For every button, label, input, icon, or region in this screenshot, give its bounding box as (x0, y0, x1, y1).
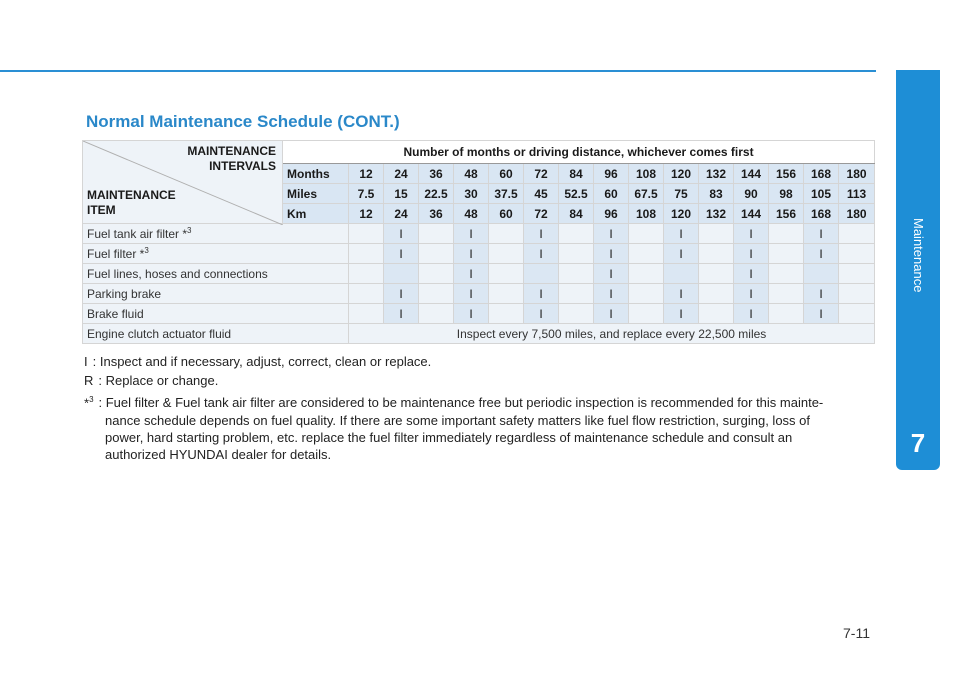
interval-value: 67.5 (629, 184, 664, 204)
item-name (83, 304, 349, 324)
schedule-cell (349, 244, 384, 264)
schedule-cell (664, 264, 699, 284)
schedule-cell (629, 264, 664, 284)
schedule-cell: I (524, 284, 559, 304)
interval-value: 15 (384, 184, 419, 204)
legend-note (84, 352, 884, 371)
interval-value: 7.5 (349, 184, 384, 204)
chapter-number: 7 (910, 428, 926, 458)
schedule-cell: I (664, 304, 699, 324)
schedule-cell (559, 244, 594, 264)
legend-text: : Inspect and if necessary, adjust, correct, clean or replace. (92, 354, 432, 369)
legend-text-continuation: nance schedule depends on fuel quality. If there are some important safety matters like fuel flow restriction, surging, loss of (105, 413, 811, 429)
interval-value: 83 (699, 184, 734, 204)
schedule-cell (559, 304, 594, 324)
table-row (83, 244, 875, 264)
interval-value: 168 (804, 164, 839, 184)
item-name-text: Fuel lines, hoses and connections (87, 266, 268, 281)
footnote-marker: 3 (144, 246, 149, 255)
interval-value: 84 (559, 204, 594, 224)
item-name-text: Parking brake (87, 286, 162, 301)
schedule-cell (489, 244, 524, 264)
schedule-cell: I (594, 304, 629, 324)
interval-value: 45 (524, 184, 559, 204)
inspection-note: Inspect every 7,500 miles, and replace every 22,500 miles (349, 324, 875, 344)
legend-note (84, 371, 884, 390)
legend-key: R (84, 373, 94, 388)
item-name-text: Fuel tank air filter * (87, 227, 188, 241)
legend-notes (84, 352, 884, 463)
interval-value: 24 (384, 164, 419, 184)
page-number: 7-11 (843, 625, 870, 641)
schedule-cell (419, 284, 454, 304)
schedule-cell: I (454, 224, 489, 244)
interval-value: 113 (839, 184, 875, 204)
interval-value: 12 (349, 164, 384, 184)
schedule-cell (629, 304, 664, 324)
interval-value: 132 (699, 204, 734, 224)
schedule-cell: I (454, 304, 489, 324)
legend-text-continuation: authorized HYUNDAI dealer for details. (105, 447, 332, 463)
table-row (83, 324, 875, 344)
schedule-cell (419, 304, 454, 324)
schedule-cell: I (734, 244, 769, 264)
schedule-cell: I (594, 224, 629, 244)
corner-item-label (87, 188, 176, 218)
interval-value: 96 (594, 164, 629, 184)
interval-value: 60 (489, 204, 524, 224)
schedule-cell (419, 224, 454, 244)
schedule-cell (349, 284, 384, 304)
item-name-text: Fuel filter * (87, 247, 145, 261)
chapter-side-tab (896, 70, 940, 470)
interval-value: 52.5 (559, 184, 594, 204)
interval-value: 132 (699, 164, 734, 184)
schedule-cell: I (454, 264, 489, 284)
corner-intervals-label (187, 144, 276, 174)
schedule-cell (489, 224, 524, 244)
interval-value: 30 (454, 184, 489, 204)
interval-value: 48 (454, 164, 489, 184)
schedule-cell (839, 264, 875, 284)
schedule-cell: I (524, 304, 559, 324)
side-tab-label: Maintenance (911, 217, 926, 293)
schedule-cell (349, 224, 384, 244)
schedule-cell: I (734, 264, 769, 284)
table-corner-header (83, 141, 283, 224)
schedule-cell (699, 264, 734, 284)
schedule-cell (769, 284, 804, 304)
interval-value: 75 (664, 184, 699, 204)
schedule-cell: I (454, 244, 489, 264)
schedule-cell: I (594, 284, 629, 304)
schedule-cell (629, 244, 664, 264)
interval-value: 36 (419, 204, 454, 224)
legend-key: I (84, 354, 88, 369)
top-rule (0, 70, 876, 72)
item-name (83, 224, 349, 244)
table-header-title: Number of months or driving distance, whichever comes first (283, 141, 875, 164)
schedule-cell (699, 304, 734, 324)
schedule-cell (699, 284, 734, 304)
legend-note (84, 390, 884, 412)
interval-value: 24 (384, 204, 419, 224)
interval-value: 108 (629, 204, 664, 224)
schedule-cell (804, 264, 839, 284)
schedule-cell (559, 264, 594, 284)
schedule-cell: I (664, 284, 699, 304)
schedule-cell: I (594, 244, 629, 264)
table-row (83, 264, 875, 284)
interval-row-label: Months (283, 164, 349, 184)
legend-text-continuation: power, hard starting problem, etc. replace the fuel filter immediately regardless of maintenance schedule and consult an (105, 430, 793, 446)
schedule-cell (489, 304, 524, 324)
schedule-cell: I (384, 304, 419, 324)
schedule-cell (629, 224, 664, 244)
schedule-cell (769, 304, 804, 324)
schedule-cell: I (804, 304, 839, 324)
schedule-cell (839, 224, 875, 244)
schedule-cell: I (804, 244, 839, 264)
interval-row-label: Km (283, 204, 349, 224)
interval-value: 180 (839, 164, 875, 184)
item-name-text: Brake fluid (87, 306, 144, 321)
footnote-marker: 3 (89, 395, 94, 404)
item-name (83, 284, 349, 304)
item-name (83, 244, 349, 264)
legend-key: * (84, 395, 90, 411)
interval-value: 168 (804, 204, 839, 224)
schedule-cell: I (664, 224, 699, 244)
interval-value: 156 (769, 204, 804, 224)
interval-value: 37.5 (489, 184, 524, 204)
interval-value: 105 (804, 184, 839, 204)
footnote-marker: 3 (187, 226, 192, 235)
schedule-cell: I (524, 224, 559, 244)
schedule-cell (839, 284, 875, 304)
interval-value: 144 (734, 164, 769, 184)
table-row (83, 224, 875, 244)
schedule-cell (839, 244, 875, 264)
corner-intervals-line1: MAINTENANCE (187, 144, 276, 158)
interval-value: 96 (594, 204, 629, 224)
schedule-cell (384, 264, 419, 284)
item-name: Engine clutch actuator fluid (83, 324, 349, 344)
interval-row-label: Miles (283, 184, 349, 204)
schedule-cell: I (734, 304, 769, 324)
interval-value: 36 (419, 164, 454, 184)
schedule-cell (769, 264, 804, 284)
interval-value: 144 (734, 204, 769, 224)
schedule-cell (419, 244, 454, 264)
legend-text: : Fuel filter & Fuel tank air filter are considered to be maintenance free but periodic inspection is recommended for this mainte- (98, 395, 824, 411)
schedule-cell (629, 284, 664, 304)
schedule-cell (489, 284, 524, 304)
section-title: Normal Maintenance Schedule (CONT.) (86, 112, 400, 131)
maintenance-schedule-table (82, 140, 875, 344)
schedule-cell: I (734, 224, 769, 244)
interval-value: 48 (454, 204, 489, 224)
interval-value: 120 (664, 164, 699, 184)
schedule-cell (769, 224, 804, 244)
schedule-cell (419, 264, 454, 284)
schedule-cell (699, 224, 734, 244)
schedule-cell (489, 264, 524, 284)
interval-value: 72 (524, 204, 559, 224)
corner-intervals-line2: INTERVALS (209, 159, 276, 173)
schedule-cell (349, 264, 384, 284)
interval-value: 22.5 (419, 184, 454, 204)
schedule-cell: I (524, 244, 559, 264)
schedule-cell: I (664, 244, 699, 264)
table-row (83, 284, 875, 304)
table-row (83, 304, 875, 324)
interval-value: 60 (594, 184, 629, 204)
schedule-cell: I (454, 284, 489, 304)
schedule-cell: I (734, 284, 769, 304)
interval-value: 98 (769, 184, 804, 204)
interval-value: 90 (734, 184, 769, 204)
schedule-cell (839, 304, 875, 324)
schedule-cell (349, 304, 384, 324)
schedule-cell: I (804, 224, 839, 244)
corner-item-line1: MAINTENANCE (87, 188, 176, 202)
schedule-cell: I (384, 244, 419, 264)
schedule-cell: I (384, 284, 419, 304)
interval-value: 12 (349, 204, 384, 224)
schedule-cell (559, 224, 594, 244)
interval-value: 156 (769, 164, 804, 184)
schedule-cell: I (804, 284, 839, 304)
item-name (83, 264, 349, 284)
schedule-cell: I (594, 264, 629, 284)
schedule-cell (769, 244, 804, 264)
schedule-cell: I (384, 224, 419, 244)
corner-item-line2: ITEM (87, 203, 116, 217)
interval-value: 60 (489, 164, 524, 184)
legend-text: : Replace or change. (98, 373, 219, 388)
schedule-cell (524, 264, 559, 284)
interval-value: 84 (559, 164, 594, 184)
schedule-cell (699, 244, 734, 264)
interval-value: 180 (839, 204, 875, 224)
schedule-cell (559, 284, 594, 304)
interval-value: 72 (524, 164, 559, 184)
interval-value: 120 (664, 204, 699, 224)
interval-value: 108 (629, 164, 664, 184)
